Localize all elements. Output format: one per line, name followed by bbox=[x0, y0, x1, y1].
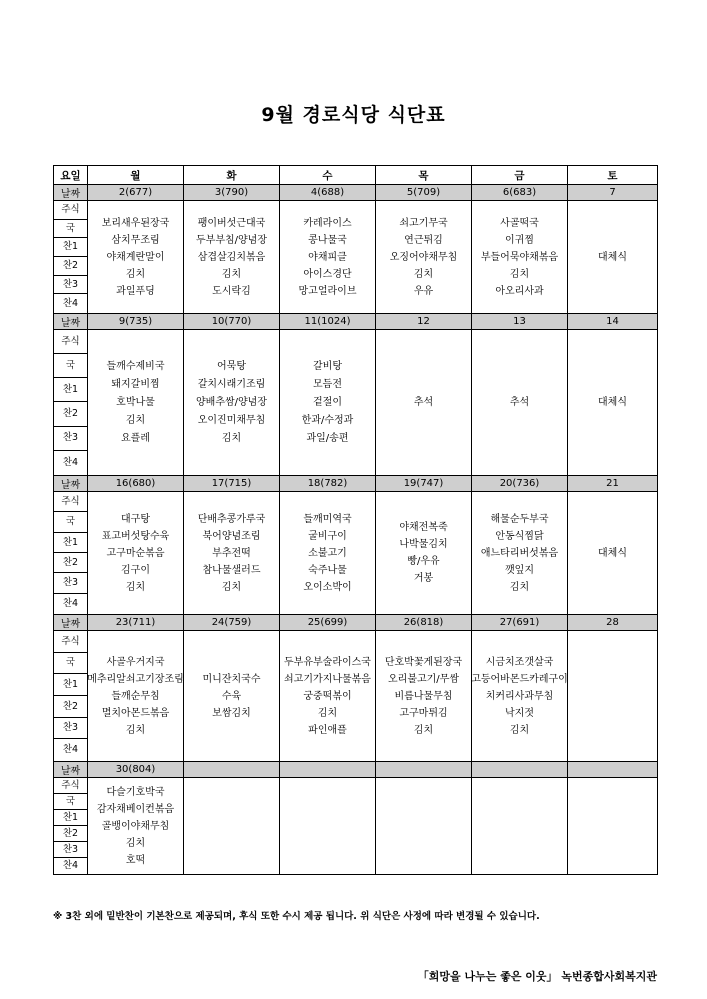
menu-cell bbox=[88, 631, 184, 762]
menu-items bbox=[88, 201, 183, 313]
menu-cell bbox=[376, 330, 472, 476]
row-label: 주식 bbox=[54, 778, 87, 794]
menu-items bbox=[88, 631, 183, 761]
date-cell: 6(683) bbox=[472, 185, 568, 201]
menu-item: 삼겹살김치볶음 bbox=[197, 251, 266, 263]
menu-item: 나박물김치 bbox=[399, 539, 448, 550]
menu-item: 김치 bbox=[125, 837, 146, 849]
row-label-stack bbox=[54, 778, 87, 874]
row-label-stack bbox=[54, 201, 87, 313]
menu-item: 대체식 bbox=[598, 396, 627, 408]
menu-items bbox=[184, 778, 279, 874]
menu-item: 부들어묵야채볶음 bbox=[480, 251, 559, 263]
menu-cell bbox=[376, 778, 472, 875]
menu-item: 갈치시래기조림 bbox=[197, 378, 266, 390]
date-row bbox=[54, 615, 658, 631]
menu-item: 과일/송편 bbox=[306, 432, 349, 444]
menu-item: 연근튀김 bbox=[404, 234, 443, 246]
menu-item: 야채계란말이 bbox=[106, 251, 165, 263]
header-day: 토 bbox=[568, 166, 658, 185]
menu-item: 궁중떡볶이 bbox=[303, 690, 352, 702]
header-day: 수 bbox=[280, 166, 376, 185]
menu-row bbox=[54, 492, 658, 615]
menu-table bbox=[53, 165, 658, 875]
menu-cell bbox=[88, 778, 184, 875]
row-label: 국 bbox=[54, 794, 87, 810]
row-label: 찬2 bbox=[54, 696, 87, 718]
menu-item: 고구마튀김 bbox=[399, 707, 448, 719]
date-cell: 26(818) bbox=[376, 615, 472, 631]
menu-items bbox=[88, 330, 183, 475]
row-label: 찬3 bbox=[54, 573, 87, 593]
menu-item: 두부유부술라이스국 bbox=[284, 656, 371, 668]
row-label-stack bbox=[54, 492, 87, 614]
menu-item: 굴비구이 bbox=[308, 530, 347, 542]
menu-items bbox=[184, 631, 279, 761]
header-day: 목 bbox=[376, 166, 472, 185]
row-label: 찬2 bbox=[54, 402, 87, 426]
header-row bbox=[54, 166, 658, 185]
menu-item: 망고얼라이브 bbox=[298, 285, 357, 297]
menu-items bbox=[280, 492, 375, 614]
menu-items bbox=[280, 330, 375, 475]
date-cell: 13 bbox=[472, 314, 568, 330]
menu-item: 이귀찜 bbox=[505, 234, 534, 246]
menu-cell bbox=[280, 201, 376, 314]
page-title: 9월 경로식당 식단표 bbox=[261, 104, 446, 126]
menu-item: 콩나물국 bbox=[308, 234, 347, 246]
row-label: 찬2 bbox=[54, 553, 87, 573]
menu-cell bbox=[568, 492, 658, 615]
menu-cell bbox=[568, 330, 658, 476]
menu-item: 북어양념조림 bbox=[202, 530, 261, 542]
date-cell bbox=[376, 762, 472, 778]
menu-item: 요플레 bbox=[121, 432, 150, 444]
menu-cell bbox=[280, 330, 376, 476]
menu-item: 김치 bbox=[413, 724, 434, 736]
menu-item: 한과/수정과 bbox=[301, 414, 354, 426]
date-cell: 17(715) bbox=[184, 476, 280, 492]
menu-item: 대체식 bbox=[598, 251, 627, 263]
date-cell: 30(804) bbox=[88, 762, 184, 778]
menu-cell bbox=[376, 201, 472, 314]
menu-cell bbox=[280, 492, 376, 615]
header-day: 월 bbox=[88, 166, 184, 185]
date-cell: 18(782) bbox=[280, 476, 376, 492]
menu-items bbox=[472, 330, 567, 475]
menu-item: 과일푸딩 bbox=[116, 285, 155, 297]
date-label: 날짜 bbox=[54, 476, 88, 492]
row-label: 주식 bbox=[54, 631, 87, 653]
row-label: 국 bbox=[54, 512, 87, 532]
menu-item: 사골떡국 bbox=[500, 217, 539, 229]
menu-item: 치커리사과무침 bbox=[485, 690, 554, 702]
menu-items bbox=[376, 492, 471, 614]
menu-item: 단배추콩가루국 bbox=[197, 513, 266, 525]
row-labels bbox=[54, 631, 88, 762]
menu-item: 보쌈김치 bbox=[212, 707, 251, 719]
row-label: 찬4 bbox=[62, 457, 79, 469]
menu-cell bbox=[184, 778, 280, 875]
row-label-stack bbox=[54, 631, 87, 761]
menu-item: 오징어야채무침 bbox=[389, 251, 458, 263]
menu-item: 거봉 bbox=[413, 573, 434, 584]
menu-item: 돼지갈비찜 bbox=[111, 378, 160, 390]
menu-cell bbox=[184, 492, 280, 615]
menu-items bbox=[472, 778, 567, 874]
menu-item: 시금치조갯살국 bbox=[485, 656, 554, 668]
menu-cell bbox=[568, 631, 658, 762]
header-day: 금 bbox=[472, 166, 568, 185]
menu-item: 김치 bbox=[125, 581, 146, 593]
menu-row bbox=[54, 631, 658, 762]
date-row bbox=[54, 185, 658, 201]
menu-items bbox=[472, 201, 567, 313]
row-label: 주식 bbox=[54, 201, 87, 220]
menu-item: 빵/우유 bbox=[407, 556, 440, 567]
menu-item: 김치 bbox=[509, 268, 530, 280]
menu-cell bbox=[472, 330, 568, 476]
row-label: 찬2 bbox=[54, 826, 87, 842]
menu-item: 들깨순무침 bbox=[111, 690, 160, 702]
menu-item: 김치 bbox=[509, 724, 530, 736]
row-label: 찬4 bbox=[62, 598, 79, 610]
menu-item: 고등어바몬드카레구이 bbox=[471, 673, 568, 685]
menu-item: 오이소박이 bbox=[303, 581, 352, 593]
date-cell bbox=[568, 762, 658, 778]
date-cell: 5(709) bbox=[376, 185, 472, 201]
menu-cell bbox=[472, 201, 568, 314]
menu-item: 어묵탕 bbox=[217, 360, 246, 372]
header-yoil: 요일 bbox=[54, 166, 88, 185]
row-label: 찬1 bbox=[54, 810, 87, 826]
menu-item: 해물순두부국 bbox=[490, 513, 549, 525]
menu-item: 표고버섯탕수육 bbox=[101, 530, 170, 542]
date-row bbox=[54, 314, 658, 330]
date-row bbox=[54, 762, 658, 778]
menu-item: 깻잎지 bbox=[505, 564, 534, 576]
menu-item: 두부부침/양념장 bbox=[196, 234, 267, 246]
menu-item: 메추리알쇠고기장조림 bbox=[87, 673, 184, 685]
menu-items bbox=[376, 201, 471, 313]
date-label: 날짜 bbox=[54, 185, 88, 201]
menu-cell bbox=[568, 778, 658, 875]
date-cell: 3(790) bbox=[184, 185, 280, 201]
menu-item: 겉절이 bbox=[313, 396, 342, 408]
menu-items bbox=[184, 201, 279, 313]
date-cell: 11(1024) bbox=[280, 314, 376, 330]
menu-item: 김치 bbox=[125, 724, 146, 736]
date-cell: 23(711) bbox=[88, 615, 184, 631]
menu-item: 보리새우된장국 bbox=[101, 217, 170, 229]
menu-item: 김치 bbox=[125, 268, 146, 280]
row-label: 찬4 bbox=[62, 297, 79, 309]
menu-item: 파인애플 bbox=[308, 724, 347, 736]
menu-cell bbox=[88, 201, 184, 314]
row-label-stack bbox=[54, 330, 87, 475]
menu-cell bbox=[376, 492, 472, 615]
row-label: 주식 bbox=[54, 492, 87, 512]
date-cell: 7 bbox=[568, 185, 658, 201]
menu-item: 쇠고기가지나물볶음 bbox=[284, 673, 371, 685]
menu-item: 도시락김 bbox=[212, 285, 251, 297]
menu-cell bbox=[184, 631, 280, 762]
menu-items bbox=[280, 201, 375, 313]
date-cell: 28 bbox=[568, 615, 658, 631]
menu-item: 낙지젓 bbox=[505, 707, 534, 719]
menu-item: 아이스경단 bbox=[303, 268, 352, 280]
menu-item: 멸치아몬드볶음 bbox=[101, 707, 170, 719]
row-label: 국 bbox=[54, 354, 87, 378]
menu-item: 김치 bbox=[509, 581, 530, 593]
date-cell bbox=[280, 762, 376, 778]
menu-items bbox=[280, 778, 375, 874]
menu-item: 카레라이스 bbox=[303, 217, 352, 229]
date-cell: 16(680) bbox=[88, 476, 184, 492]
menu-cell bbox=[280, 631, 376, 762]
menu-item: 호박나물 bbox=[116, 396, 155, 408]
menu-item: 오이진미채무침 bbox=[197, 414, 266, 426]
menu-items bbox=[184, 330, 279, 475]
date-cell: 21 bbox=[568, 476, 658, 492]
menu-items bbox=[280, 631, 375, 761]
date-cell: 27(691) bbox=[472, 615, 568, 631]
date-cell: 9(735) bbox=[88, 314, 184, 330]
menu-cell bbox=[568, 201, 658, 314]
row-label: 국 bbox=[54, 653, 87, 675]
menu-item: 김치 bbox=[125, 414, 146, 426]
menu-item: 야채전복죽 bbox=[399, 522, 448, 533]
menu-item: 안동식찜닭 bbox=[495, 530, 544, 542]
menu-items bbox=[568, 778, 657, 874]
menu-cell bbox=[472, 492, 568, 615]
menu-cell bbox=[472, 778, 568, 875]
date-cell: 4(688) bbox=[280, 185, 376, 201]
menu-item: 야채피클 bbox=[308, 251, 347, 263]
menu-item: 대구탕 bbox=[121, 513, 150, 525]
menu-item: 골뱅이야채무침 bbox=[101, 820, 170, 832]
menu-cell bbox=[88, 330, 184, 476]
menu-items bbox=[472, 631, 567, 761]
menu-item: 김치 bbox=[317, 707, 338, 719]
row-label: 찬3 bbox=[54, 427, 87, 451]
menu-item: 미니잔치국수 bbox=[202, 673, 261, 685]
menu-item: 들깨수제비국 bbox=[106, 360, 165, 372]
row-label: 찬1 bbox=[54, 238, 87, 257]
row-label: 찬1 bbox=[54, 533, 87, 553]
menu-item: 부추전떡 bbox=[212, 547, 251, 559]
header-day: 화 bbox=[184, 166, 280, 185]
menu-item: 김치 bbox=[221, 268, 242, 280]
menu-cell bbox=[280, 778, 376, 875]
menu-item: 비름나물무침 bbox=[394, 690, 453, 702]
menu-item: 김치 bbox=[413, 268, 434, 280]
date-cell: 10(770) bbox=[184, 314, 280, 330]
row-label: 주식 bbox=[54, 330, 87, 354]
menu-item: 들깨미역국 bbox=[303, 513, 352, 525]
menu-item: 추석 bbox=[413, 396, 434, 408]
row-label: 찬4 bbox=[62, 744, 79, 756]
menu-item: 삼치무조림 bbox=[111, 234, 160, 246]
menu-items bbox=[88, 778, 183, 874]
row-label: 찬1 bbox=[54, 378, 87, 402]
date-cell: 14 bbox=[568, 314, 658, 330]
menu-item: 아오리사과 bbox=[495, 285, 544, 297]
menu-item: 참나물샐러드 bbox=[202, 564, 261, 576]
menu-items bbox=[472, 492, 567, 614]
menu-row bbox=[54, 778, 658, 875]
menu-cell bbox=[376, 631, 472, 762]
row-label: 찬3 bbox=[54, 718, 87, 740]
date-cell: 19(747) bbox=[376, 476, 472, 492]
menu-cell bbox=[184, 201, 280, 314]
menu-cell bbox=[472, 631, 568, 762]
menu-items bbox=[568, 492, 657, 614]
row-label: 찬3 bbox=[54, 276, 87, 295]
menu-row bbox=[54, 330, 658, 476]
menu-item: 쇠고기무국 bbox=[399, 217, 448, 229]
menu-item: 갈비탕 bbox=[313, 360, 342, 372]
menu-item: 고구마순볶음 bbox=[106, 547, 165, 559]
date-row bbox=[54, 476, 658, 492]
menu-item: 대체식 bbox=[598, 547, 627, 559]
menu-item: 단호박꽃게된장국 bbox=[384, 656, 463, 668]
row-labels bbox=[54, 201, 88, 314]
row-labels bbox=[54, 492, 88, 615]
row-label: 찬1 bbox=[54, 674, 87, 696]
menu-item: 사골우거지국 bbox=[106, 656, 165, 668]
date-label: 날짜 bbox=[54, 762, 88, 778]
menu-item: 김치 bbox=[221, 581, 242, 593]
menu-items bbox=[568, 201, 657, 313]
row-labels bbox=[54, 330, 88, 476]
menu-items bbox=[568, 631, 657, 761]
menu-items bbox=[88, 492, 183, 614]
menu-item: 우유 bbox=[413, 285, 434, 297]
menu-item: 김치 bbox=[221, 432, 242, 444]
menu-item: 수육 bbox=[221, 690, 242, 702]
date-cell bbox=[184, 762, 280, 778]
date-cell bbox=[472, 762, 568, 778]
date-label: 날짜 bbox=[54, 615, 88, 631]
menu-items bbox=[568, 330, 657, 475]
menu-item: 다슬기호박국 bbox=[106, 786, 165, 798]
menu-items bbox=[376, 631, 471, 761]
menu-item: 추석 bbox=[509, 396, 530, 408]
menu-item: 숙주나물 bbox=[308, 564, 347, 576]
menu-item: 팽이버섯근대국 bbox=[197, 217, 266, 229]
date-cell: 20(736) bbox=[472, 476, 568, 492]
organization-footer: 「희망을 나누는 좋은 이웃」 녹번종합사회복지관 bbox=[417, 970, 657, 983]
row-label: 찬3 bbox=[54, 842, 87, 858]
row-label: 찬4 bbox=[62, 860, 79, 872]
menu-items bbox=[376, 330, 471, 475]
menu-item: 호떡 bbox=[125, 854, 146, 866]
date-cell: 12 bbox=[376, 314, 472, 330]
row-label: 국 bbox=[54, 220, 87, 239]
menu-items bbox=[376, 778, 471, 874]
menu-item: 김구이 bbox=[121, 564, 150, 576]
menu-item: 모듬전 bbox=[313, 378, 342, 390]
row-label: 찬2 bbox=[54, 257, 87, 276]
menu-item: 감자채베이컨볶음 bbox=[96, 803, 175, 815]
menu-item: 오리불고기/무쌈 bbox=[388, 673, 459, 685]
menu-item: 양배추쌈/양념장 bbox=[196, 396, 267, 408]
menu-item: 애느타리버섯볶음 bbox=[480, 547, 559, 559]
menu-item: 소불고기 bbox=[308, 547, 347, 559]
menu-row bbox=[54, 201, 658, 314]
date-cell: 25(699) bbox=[280, 615, 376, 631]
menu-items bbox=[184, 492, 279, 614]
menu-cell bbox=[88, 492, 184, 615]
row-labels bbox=[54, 778, 88, 875]
footnote: ※ 3찬 외에 밑반찬이 기본찬으로 제공되며, 후식 또한 수시 제공 됩니다. 위 식단은 사정에 따라 변경될 수 있습니다. bbox=[53, 911, 540, 922]
date-cell: 2(677) bbox=[88, 185, 184, 201]
menu-cell bbox=[184, 330, 280, 476]
date-label: 날짜 bbox=[54, 314, 88, 330]
date-cell: 24(759) bbox=[184, 615, 280, 631]
